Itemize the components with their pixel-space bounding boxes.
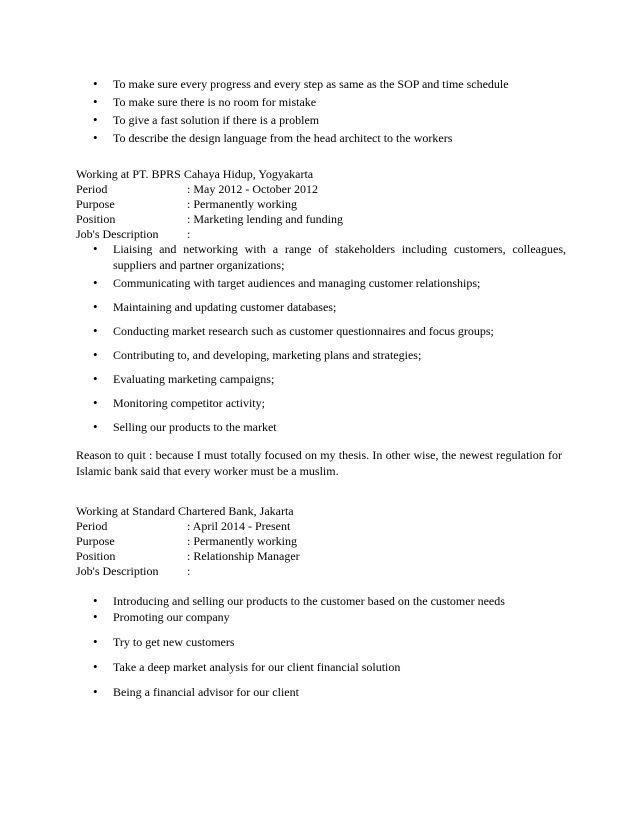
position-row: [76, 548, 566, 563]
period-value: : April 2014 - Present: [187, 519, 291, 533]
purpose-value: : Permanently working: [187, 534, 297, 548]
list-item: • To make sure there is no room for mistake: [76, 94, 566, 112]
period-label: Period: [76, 182, 108, 196]
period-label: Period: [76, 519, 108, 533]
job-description-list: [76, 241, 566, 435]
list-item: • Conducting market research such as customer questionnaires and focus groups;: [76, 323, 566, 339]
list-item: • To make sure every progress and every step as same as the SOP and time schedule: [76, 76, 566, 94]
period-value: : May 2012 - October 2012: [187, 182, 318, 196]
description-value: :: [187, 227, 191, 241]
purpose-label: Purpose: [76, 197, 115, 211]
purpose-row: [76, 196, 566, 211]
period-row: [76, 181, 566, 196]
position-value: : Relationship Manager: [187, 549, 300, 563]
list-item: • Monitoring competitor activity;: [76, 395, 566, 411]
list-item: • Try to get new customers: [76, 634, 566, 650]
description-row: [76, 226, 566, 241]
reason-to-quit: Reason to quit : because I must totally focused on my thesis. In other wise, the newest regulation for Islamic bank said that every worker must be a muslim.: [76, 448, 562, 478]
list-item: • Contributing to, and developing, marketing plans and strategies;: [76, 347, 566, 363]
job-section-bprs: [76, 166, 566, 443]
position-label: Position: [76, 549, 116, 563]
purpose-value: : Permanently working: [187, 197, 297, 211]
position-value: : Marketing lending and funding: [187, 212, 343, 226]
position-label: Position: [76, 212, 116, 226]
list-item: • Maintaining and updating customer databases;: [76, 299, 566, 315]
list-item: • Introducing and selling our products to the customer based on the customer needs: [76, 593, 566, 609]
purpose-row: [76, 533, 566, 548]
list-item: • Liaising and networking with a range of stakeholders including customers, colleagues, suppliers and partner organizations;: [76, 241, 566, 273]
description-label: Job's Description: [76, 227, 159, 241]
list-item: • Communicating with target audiences and managing customer relationships;: [76, 275, 566, 291]
job-heading: Working at Standard Chartered Bank, Jakarta: [76, 504, 294, 518]
top-bullet-list: [76, 76, 566, 148]
job-heading: Working at PT. BPRS Cahaya Hidup, Yogyakarta: [76, 167, 314, 181]
purpose-label: Purpose: [76, 534, 115, 548]
list-item: • Take a deep market analysis for our client financial solution: [76, 659, 566, 675]
description-row: [76, 563, 566, 578]
list-item: • Evaluating marketing campaigns;: [76, 371, 566, 387]
job-description-list: [76, 593, 566, 700]
list-item: • To give a fast solution if there is a problem: [76, 112, 566, 130]
list-item: • Promoting our company: [76, 609, 566, 625]
list-item: • Selling our products to the market: [76, 419, 566, 435]
list-item: • Being a financial advisor for our client: [76, 684, 566, 700]
period-row: [76, 518, 566, 533]
description-label: Job's Description: [76, 564, 159, 578]
position-row: [76, 211, 566, 226]
job-section-standard-chartered: [76, 503, 566, 709]
description-value: :: [187, 564, 191, 578]
list-item: • To describe the design language from the head architect to the workers: [76, 130, 566, 148]
